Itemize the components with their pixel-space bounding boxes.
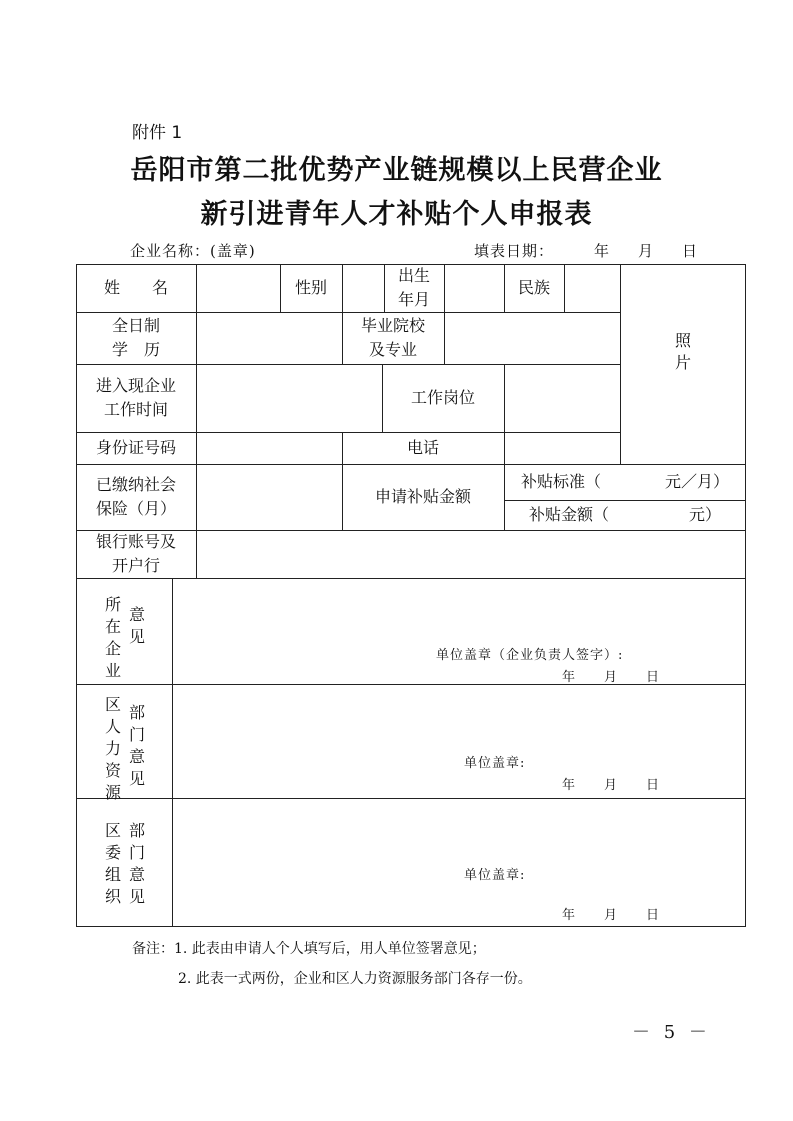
company-opinion-label-col2: 意见: [128, 605, 145, 646]
bank-label-line-1: 银行账号及: [95, 532, 176, 551]
col-divider: [196, 264, 197, 578]
hr-date-year-visible: 年: [562, 778, 577, 793]
form-title-line-2: 新引进青年人才补贴个人申报表: [200, 199, 593, 230]
remarks: [132, 934, 532, 994]
col-divider: [504, 364, 505, 464]
col-divider: [342, 264, 343, 312]
company-opinion-label-col1: 所在企业: [104, 595, 121, 680]
bank-label-line-2: 开户行: [111, 556, 160, 575]
remark-line-1: 备注：1. 此表由申请人个人填写后，用人单位签署意见；: [132, 941, 486, 957]
join-date-label: [76, 364, 196, 432]
org-date-month: 月: [604, 908, 619, 923]
row-divider: [76, 798, 746, 799]
row-divider: [76, 578, 746, 579]
hr-opinion-label-col1: 区人力资源: [104, 695, 121, 802]
org-seal-label: 单位盖章:: [464, 868, 526, 883]
join-label-line-2: 工作时间: [103, 400, 168, 419]
education-label-line-1: 全日制: [111, 316, 160, 335]
fill-date-month: 月: [638, 242, 655, 260]
company-date-year: 年: [562, 670, 577, 685]
id-number-label: 身份证号码: [95, 438, 176, 457]
org-date-day: 日: [646, 908, 661, 923]
name-label: 姓 名: [103, 278, 168, 297]
application-form-table: [76, 264, 746, 927]
insurance-label: [76, 464, 196, 530]
phone-label: 电话: [406, 438, 439, 457]
education-label-line-2: 学 历: [111, 340, 160, 359]
company-name-label: 企业名称：(盖章): [130, 242, 256, 260]
page-number: － 5 －: [632, 1022, 711, 1043]
company-date-day: 日: [646, 670, 661, 685]
photo-label-line-2: 片: [674, 353, 691, 372]
org-opinion-label-col1: 区委组织: [104, 821, 121, 906]
gender-label: 性别: [294, 278, 327, 297]
hr-seal-label: 单位盖章:: [464, 756, 526, 771]
school-major-label: [342, 312, 444, 364]
school-label-line-1: 毕业院校: [360, 316, 425, 335]
org-date-year: 年: [562, 908, 577, 923]
insurance-label-line-1: 已缴纳社会: [95, 475, 176, 494]
fill-date-year: 年: [594, 242, 611, 260]
form-title-line-1: 岳阳市第二批优势产业链规模以上民营企业: [130, 155, 663, 186]
company-seal-label: 单位盖章（企业负责人签字）:: [436, 648, 624, 663]
birth-label: [384, 264, 444, 312]
apply-amount-label: 申请补贴金额: [374, 487, 471, 506]
birth-label-line-1: 出生: [397, 266, 430, 285]
col-divider: [564, 264, 565, 312]
join-label-line-1: 进入现企业: [95, 376, 176, 395]
hr-date-day: 日: [646, 778, 661, 793]
education-label: [76, 312, 196, 364]
photo-label-line-1: 照: [674, 331, 691, 350]
col-divider: [444, 264, 445, 364]
subsidy-standard-label: 补贴标准（ 元／月）: [520, 472, 729, 491]
remark-line-2: 2. 此表一式两份，企业和区人力资源服务部门各存一份。: [178, 971, 532, 987]
photo-area: [620, 326, 746, 378]
org-opinion-label-col2: 部门意见: [128, 821, 145, 906]
insurance-label-line-2: 保险（月）: [95, 499, 176, 518]
fill-date-day: 日: [682, 242, 699, 260]
hr-opinion-label-col2: 部门意见: [128, 703, 145, 788]
company-date-month: 月: [604, 670, 619, 685]
fill-date-label: 填表日期：: [474, 242, 555, 260]
hr-date-month: 月: [604, 778, 619, 793]
bank-account-label: [76, 530, 196, 578]
col-divider: [172, 578, 173, 927]
birth-label-line-2: 年月: [397, 290, 430, 309]
ethnic-label: 民族: [517, 278, 550, 297]
subsidy-amount-label: 补贴金额（ 元）: [528, 505, 721, 524]
position-label: 工作岗位: [410, 388, 475, 407]
attachment-label: 附件 1: [132, 123, 183, 143]
school-label-line-2: 及专业: [368, 340, 417, 359]
fill-date: [474, 240, 698, 261]
